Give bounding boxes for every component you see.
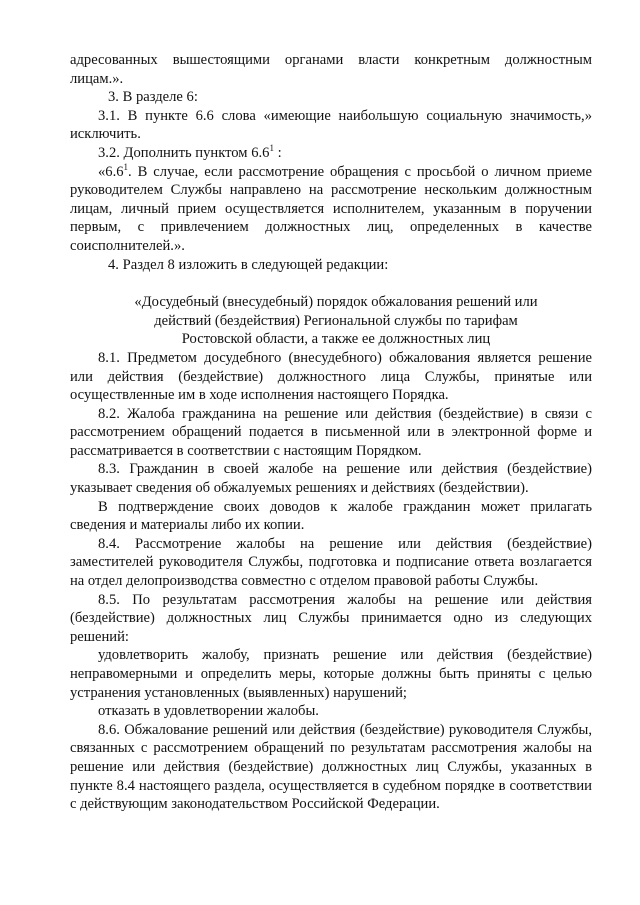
paragraph-3-2-text: 3.2. Дополнить пунктом 6.6: [98, 144, 270, 161]
paragraph-6-6-1-text: . В случае, если рассмотрение обращения с просьбой о личном приеме руководителем Службы направлено на рассмотрение нескольким должностным лицам, личный прием осуществляется исполнителем, указанным в поручении первым, с привлечением должностных лиц, определенных в качестве соисполнителей.».: [70, 163, 592, 254]
paragraph-8-3: 8.3. Гражданин в своей жалобе на решение или действия (бездействие) указывает сведения об обжалуемых решениях и действиях (бездействии).: [70, 461, 592, 497]
paragraph-8-6: 8.6. Обжалование решений или действия (бездействие) руководителя Службы, связанных с рассмотрением обращений по результатам рассмотрения жалобы на решение или действия (бездействие) должностных лиц Службы, указанных в пункте 8.4 настоящего раздела, осуществляется в судебном порядке в соответствии с действующим законодательством Российской Федерации.: [70, 721, 592, 813]
paragraph-8-5: 8.5. По результатам рассмотрения жалобы на решение или действия (бездействие) должностных лиц Службы принимается одно из следующих решений:: [70, 591, 592, 645]
document-page: [70, 51, 592, 814]
paragraph-8-2: 8.2. Жалоба гражданина на решение или действия (бездействие) в связи с рассмотрением обращений подается в письменной или в электронной форме и рассматривается в соответствии с настоящим Порядком.: [70, 405, 592, 459]
paragraph-3-1: 3.1. В пункте 6.6 слова «имеющие наибольшую социальную значимость,» исключить.: [70, 107, 592, 143]
paragraph-3-2: [70, 144, 592, 163]
spacer: [70, 274, 592, 293]
paragraph-8-5-option-1: удовлетворить жалобу, признать решение или действия (бездействие) неправомерными и определить меры, которые должны быть приняты с целью устранения установленных (выявленных) нарушений;: [70, 647, 592, 701]
paragraph-3-2-suffix: :: [273, 144, 282, 161]
superscript-1: 1: [269, 143, 274, 154]
paragraph-8-4: 8.4. Рассмотрение жалобы на решение или действия (бездействие) заместителей руководителя Службы, подготовка и подписание ответа возлагается на отдел делопроизводства совместно с отделом правовой работы Службы.: [70, 535, 592, 590]
paragraph-continuation: адресованных вышестоящими органами власти конкретным должностным лицам.».: [70, 52, 592, 87]
paragraph-item-4: 4. Раздел 8 изложить в следующей редакции:: [108, 256, 389, 273]
section-heading-line-2: действий (бездействия) Региональной службы по тарифам: [154, 312, 518, 329]
paragraph-6-6-1-number: «6.6: [98, 163, 124, 180]
paragraph-item-3: 3. В разделе 6:: [108, 89, 198, 106]
paragraph-8-5-option-2: отказать в удовлетворении жалобы.: [98, 703, 319, 720]
paragraph-8-1: 8.1. Предметом досудебного (внесудебного) обжалования является решение или действия (бездействие) должностного лица Службы, принятые или осуществленные им в ходе исполнения настоящего Порядка.: [70, 349, 592, 404]
paragraph-8-3-continued: В подтверждение своих доводов к жалобе гражданин может прилагать сведения и материалы либо их копии.: [70, 498, 592, 534]
superscript-1: 1: [123, 161, 129, 172]
section-heading-line-3: Ростовской области, а также ее должностных лиц: [181, 331, 491, 348]
section-heading-line-1: «Досудебный (внесудебный) порядок обжалования решений или: [134, 294, 538, 311]
paragraph-6-6-1: [70, 163, 592, 256]
